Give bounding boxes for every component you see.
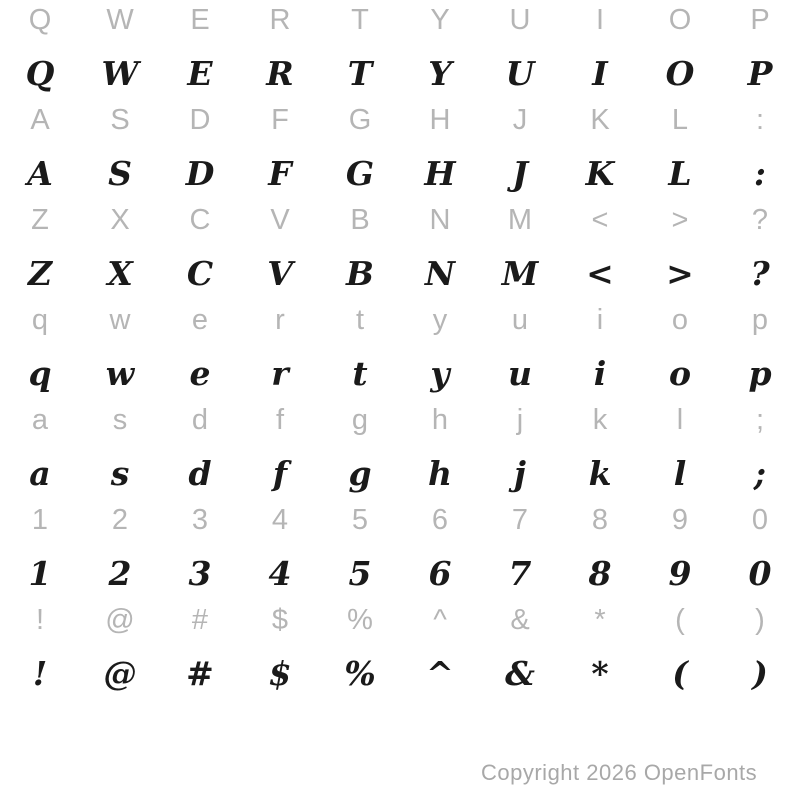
glyph-cell: U xyxy=(505,54,535,93)
glyph-row-ink xyxy=(0,553,800,595)
glyph-cell: 0 xyxy=(748,554,772,593)
glyph-cell: g xyxy=(348,454,372,493)
glyph-cell: K xyxy=(590,104,610,136)
glyph-cell: i xyxy=(593,354,607,393)
glyph-row-ink xyxy=(0,453,800,495)
glyph-cell: 1 xyxy=(28,554,52,593)
glyph-cell: s xyxy=(110,454,130,493)
copyright-text: Copyright 2026 OpenFonts xyxy=(481,760,758,785)
glyph-cell: : xyxy=(755,104,765,136)
glyph-cell: T xyxy=(347,54,373,93)
glyph-cell: ^ xyxy=(433,604,447,636)
glyph-cell: u xyxy=(508,354,532,393)
glyph-cell: D xyxy=(185,154,215,193)
glyph-cell: * xyxy=(594,604,606,636)
glyph-cell: F xyxy=(271,104,289,136)
glyph-cell: 4 xyxy=(271,504,289,536)
glyph-cell: W xyxy=(101,54,139,93)
glyph-cell: u xyxy=(511,304,529,336)
glyph-row-ghost xyxy=(0,301,800,339)
glyph-cell: P xyxy=(747,54,773,93)
glyph-row-ghost xyxy=(0,501,800,539)
glyph-cell: E xyxy=(190,4,210,36)
glyph-cell: Z xyxy=(27,254,53,293)
glyph-cell: q xyxy=(31,304,49,336)
glyph-cell: y xyxy=(430,354,450,393)
glyph-cell: p xyxy=(748,354,772,393)
glyph-cell: P xyxy=(750,4,770,36)
glyph-cell: 8 xyxy=(591,504,609,536)
glyph-cell: k xyxy=(588,454,612,493)
glyph-cell: @ xyxy=(103,654,137,693)
glyph-cell: q xyxy=(28,354,52,393)
glyph-cell: T xyxy=(351,4,369,36)
glyph-cell: o xyxy=(671,304,689,336)
glyph-cell: M xyxy=(507,204,533,236)
glyph-cell: V xyxy=(270,204,290,236)
glyph-cell: H xyxy=(424,154,456,193)
glyph-cell: ( xyxy=(672,654,688,693)
glyph-cell: N xyxy=(429,204,451,236)
glyph-cell: ? xyxy=(750,254,770,293)
glyph-cell: G xyxy=(345,154,375,193)
glyph-row-ghost xyxy=(0,401,800,439)
glyph-cell: Q xyxy=(28,4,52,36)
glyph-row-ink xyxy=(0,353,800,395)
glyph-cell: y xyxy=(432,304,448,336)
glyph-cell: D xyxy=(189,104,211,136)
glyph-cell: > xyxy=(666,254,694,293)
glyph-cell: h xyxy=(428,454,452,493)
glyph-cell: ? xyxy=(751,204,769,236)
glyph-cell: l xyxy=(673,454,687,493)
glyph-cell: a xyxy=(31,404,49,436)
glyph-cell: l xyxy=(676,404,684,436)
glyph-cell: f xyxy=(272,454,288,493)
glyph-cell: Y xyxy=(428,54,452,93)
glyph-cell: j xyxy=(514,454,526,493)
glyph-row-ink xyxy=(0,253,800,295)
glyph-cell: O xyxy=(665,54,695,93)
glyph-row-ghost xyxy=(0,201,800,239)
glyph-cell: k xyxy=(592,404,608,436)
glyph-cell: p xyxy=(751,304,769,336)
glyph-cell: ! xyxy=(35,604,45,636)
glyph-cell: 5 xyxy=(348,554,372,593)
glyph-cell: A xyxy=(27,154,53,193)
glyph-cell: U xyxy=(509,4,531,36)
glyph-row-ink xyxy=(0,653,800,695)
glyph-cell: X xyxy=(110,204,130,236)
glyph-cell: @ xyxy=(105,604,135,636)
glyph-cell: B xyxy=(346,254,374,293)
glyph-cell: R xyxy=(269,4,291,36)
glyph-cell: 2 xyxy=(108,554,132,593)
glyph-cell: * xyxy=(591,654,609,693)
glyph-cell: ^ xyxy=(426,654,454,693)
glyph-cell: F xyxy=(268,154,292,193)
glyph-cell: t xyxy=(352,354,368,393)
glyph-cell: w xyxy=(105,354,135,393)
glyph-cell: S xyxy=(110,104,130,136)
glyph-cell: o xyxy=(668,354,691,393)
glyph-cell: B xyxy=(350,204,370,236)
glyph-row-ghost xyxy=(0,601,800,639)
glyph-cell: J xyxy=(512,104,528,136)
glyph-cell: # xyxy=(186,654,214,693)
glyph-row-ghost xyxy=(0,1,800,39)
glyph-cell: s xyxy=(112,404,128,436)
glyph-cell: 5 xyxy=(351,504,369,536)
glyph-cell: % xyxy=(344,654,376,693)
glyph-cell: $ xyxy=(268,654,292,693)
glyph-cell: 0 xyxy=(751,504,769,536)
glyph-cell: $ xyxy=(271,604,289,636)
glyph-cell: : xyxy=(753,154,767,193)
glyph-cell: L xyxy=(671,104,689,136)
glyph-cell: ( xyxy=(675,604,685,636)
glyph-row-ghost xyxy=(0,101,800,139)
glyph-cell: E xyxy=(187,54,213,93)
glyph-cell: ! xyxy=(32,654,48,693)
glyph-cell: 7 xyxy=(508,554,532,593)
glyph-cell: t xyxy=(355,304,365,336)
glyph-cell: ) xyxy=(755,604,765,636)
glyph-cell: d xyxy=(188,454,212,493)
glyph-cell: ; xyxy=(753,454,767,493)
glyph-cell: < xyxy=(591,204,609,236)
glyph-cell: S xyxy=(108,154,132,193)
glyph-cell: J xyxy=(512,154,528,193)
glyph-cell: a xyxy=(29,454,51,493)
glyph-cell: # xyxy=(191,604,209,636)
glyph-cell: A xyxy=(30,104,50,136)
glyph-cell: & xyxy=(510,604,530,636)
glyph-cell: r xyxy=(271,354,289,393)
glyph-cell: 3 xyxy=(188,554,212,593)
glyph-cell: 9 xyxy=(671,504,689,536)
glyph-cell: i xyxy=(596,304,604,336)
glyph-cell: Q xyxy=(25,54,55,93)
glyph-cell: I xyxy=(592,54,608,93)
glyph-cell: % xyxy=(347,604,373,636)
glyph-cell: Z xyxy=(31,204,49,236)
glyph-row-ink xyxy=(0,53,800,95)
glyph-cell: g xyxy=(351,404,369,436)
glyph-cell: e xyxy=(191,304,209,336)
glyph-cell: R xyxy=(266,54,294,93)
glyph-cell: < xyxy=(586,254,614,293)
glyph-cell: I xyxy=(595,4,605,36)
glyph-cell: O xyxy=(668,4,692,36)
glyph-cell: j xyxy=(516,404,524,436)
glyph-cell: L xyxy=(668,154,692,193)
glyph-cell: e xyxy=(189,354,211,393)
glyph-cell: W xyxy=(106,4,134,36)
glyph-cell: C xyxy=(186,254,214,293)
glyph-cell: & xyxy=(505,654,535,693)
glyph-cell: ; xyxy=(755,404,765,436)
glyph-cell: K xyxy=(585,154,615,193)
glyph-row-ink xyxy=(0,153,800,195)
glyph-cell: 3 xyxy=(191,504,209,536)
glyph-cell: 8 xyxy=(588,554,612,593)
glyph-cell: h xyxy=(431,404,449,436)
glyph-cell: 9 xyxy=(668,554,692,593)
glyph-cell: w xyxy=(109,304,131,336)
glyph-cell: 2 xyxy=(111,504,129,536)
glyph-cell: d xyxy=(191,404,209,436)
glyph-cell: C xyxy=(189,204,211,236)
glyph-cell: 6 xyxy=(428,554,452,593)
glyph-cell: N xyxy=(424,254,456,293)
glyph-cell: 6 xyxy=(431,504,449,536)
glyph-cell: f xyxy=(275,404,285,436)
glyph-cell: X xyxy=(107,254,133,293)
glyph-cell: 4 xyxy=(268,554,292,593)
glyph-cell: H xyxy=(429,104,451,136)
glyph-cell: V xyxy=(267,254,293,293)
glyph-cell: 7 xyxy=(511,504,529,536)
glyph-cell: > xyxy=(671,204,689,236)
glyph-cell: 1 xyxy=(31,504,49,536)
glyph-cell: G xyxy=(348,104,372,136)
glyph-cell: r xyxy=(275,304,285,336)
glyph-cell: M xyxy=(501,254,539,293)
glyph-cell: ) xyxy=(752,654,768,693)
glyph-cell: Y xyxy=(430,4,450,36)
